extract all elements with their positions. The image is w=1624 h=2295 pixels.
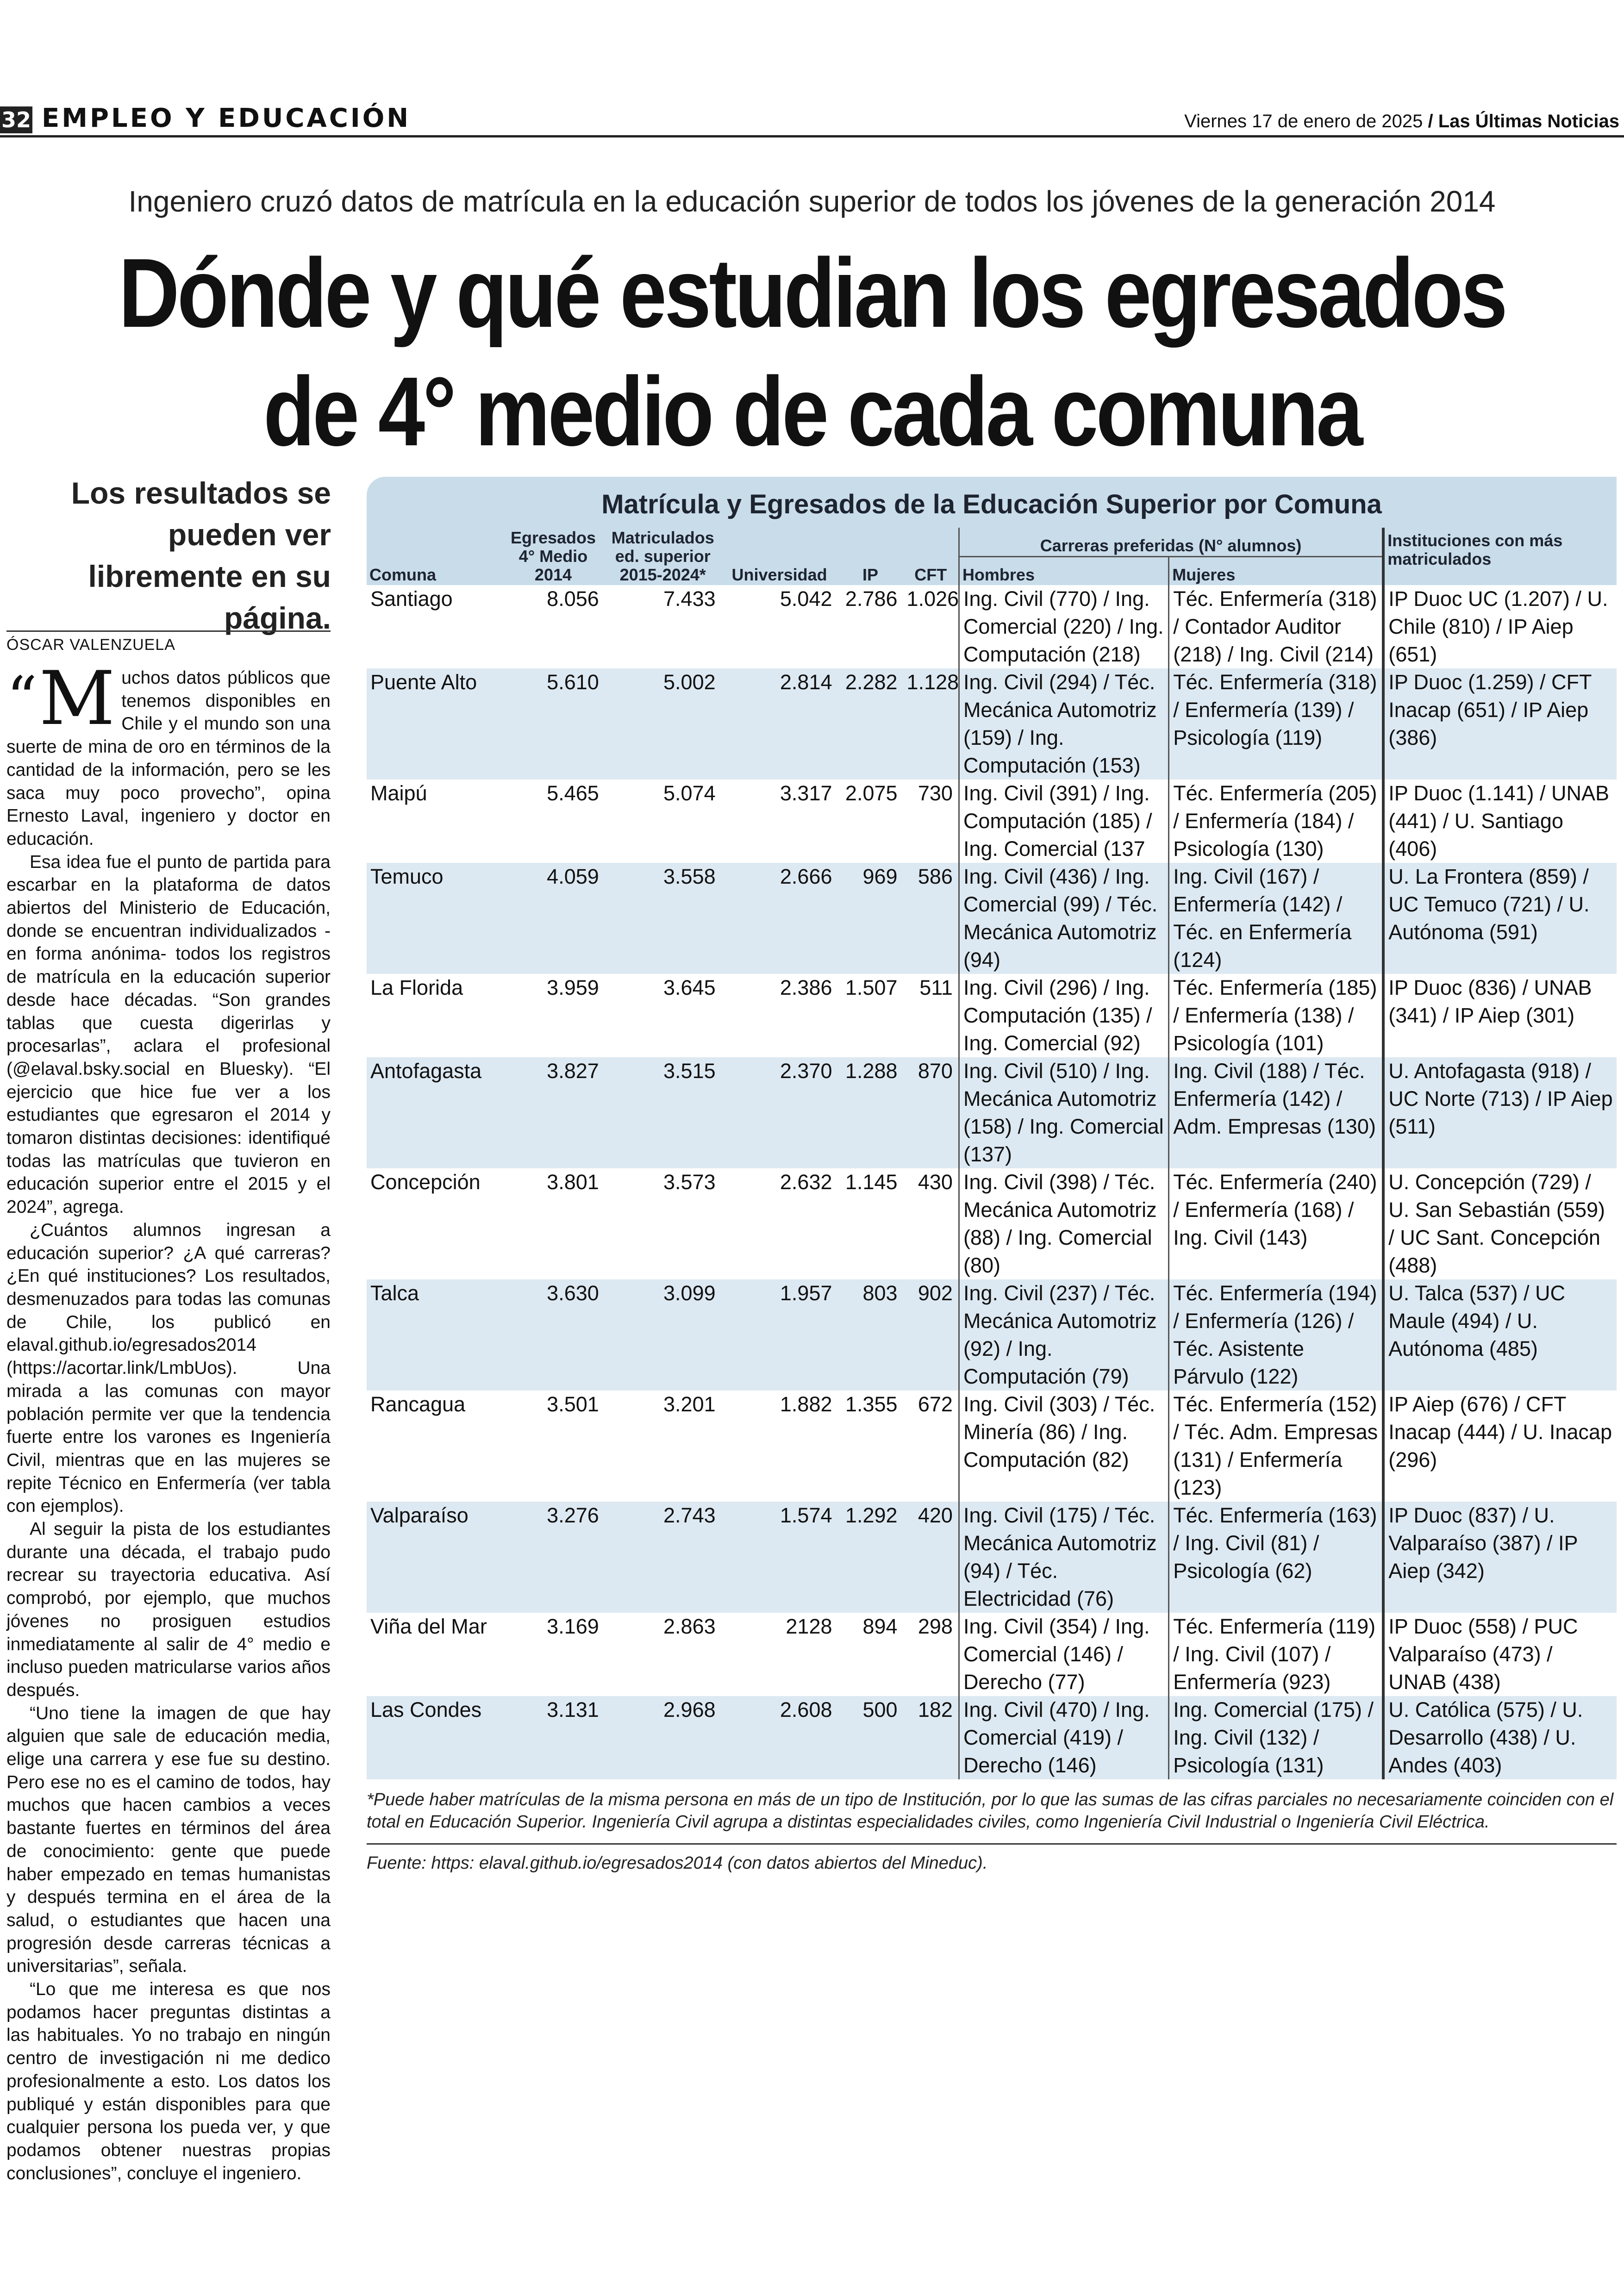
- header-hombres: Hombres: [959, 556, 1168, 585]
- article-body: [6, 655, 331, 2185]
- cell-universidad: 5.042: [780, 587, 832, 611]
- cell-hombres: Ing. Civil (296) / Ing. Computación (135) / Ing. Comercial (92): [959, 974, 1168, 1057]
- cell-hombres: Ing. Civil (237) / Téc. Mecánica Automotriz (92) / Ing. Computación (79): [959, 1279, 1168, 1391]
- cell-instituciones: IP Duoc (558) / PUC Valparaíso (473) / UNAB (438): [1383, 1613, 1617, 1696]
- headline-line-1: Dónde y qué estudian los egresados: [119, 238, 1505, 348]
- cell-mujeres: Téc. Enfermería (119) / Ing. Civil (107) / Enfermería (923): [1169, 1613, 1383, 1696]
- cell-cft: 420: [903, 1502, 959, 1613]
- paragraph: “Uno tiene la imagen de que hay alguien que sale de educación media, elige una carrera y ese fue su destino. Pero ese no es el camino de todos, hay muchos que hacen cambios a veces bastante fuertes en términos del área de conocimiento: gente que puede haber empezado en temas humanistas y después termina en el área de la salud, o estudiantes que hacen una progresión desde carreras técnicas a universitarias”, señala.: [6, 1703, 331, 1977]
- cell-comuna: Las Condes: [367, 1696, 502, 1779]
- cell-matriculados: 3.099: [605, 1279, 721, 1391]
- headline-line-2: de 4° medio de cada comuna: [263, 356, 1361, 466]
- cell-egresados: 5.610: [502, 668, 605, 780]
- cell-mujeres: Ing. Civil (188) / Téc. Enfermería (142) / Adm. Empresas (130): [1169, 1057, 1383, 1168]
- cell-hombres: Ing. Civil (770) / Ing. Comercial (220) / Ing. Computación (218): [959, 585, 1168, 668]
- cell-comuna: Viña del Mar: [370, 1615, 487, 1638]
- table-row: [367, 1168, 1617, 1279]
- cell-comuna: Talca: [367, 1279, 502, 1391]
- cell-instituciones: U. Concepción (729) / U. San Sebastián (559) / UC Sant. Concepción (488): [1383, 1168, 1617, 1279]
- page-header: [0, 103, 1624, 137]
- cell-ip: 1.355: [845, 1392, 898, 1416]
- drop-cap: [6, 655, 115, 742]
- cell-mujeres: Téc. Enfermería (240) / Enfermería (168) / Ing. Civil (143): [1169, 1168, 1383, 1279]
- cell-cft: 672: [918, 1392, 953, 1416]
- header-mujeres: Mujeres: [1169, 556, 1383, 585]
- cell-cft: 870: [903, 1057, 959, 1168]
- cell-egresados: 3.801: [547, 1170, 599, 1194]
- cell-egresados: 3.501: [547, 1392, 599, 1416]
- cell-hombres: Ing. Civil (175) / Téc. Mecánica Automotriz (94) / Téc. Electricidad (76): [959, 1502, 1168, 1613]
- cell-cft: 586: [903, 863, 959, 974]
- table-row: [367, 1279, 1617, 1391]
- cell-ip: 500: [838, 1696, 903, 1779]
- cell-matriculados: 5.074: [663, 781, 716, 805]
- cell-universidad: 1.574: [721, 1502, 838, 1613]
- cell-egresados: 3.630: [502, 1279, 605, 1391]
- byline: ÓSCAR VALENZUELA: [6, 630, 331, 655]
- table-title: Matrícula y Egresados de la Educación Superior por Comuna: [367, 477, 1617, 528]
- header-cft: CFT: [903, 528, 959, 585]
- drop-cap-letter: M: [39, 655, 115, 742]
- cell-ip: 1.292: [838, 1502, 903, 1613]
- cell-mujeres: Téc. Enfermería (163) / Ing. Civil (81) / Psicología (62): [1169, 1502, 1383, 1613]
- cell-comuna: Rancagua: [370, 1392, 466, 1416]
- cell-instituciones: IP Duoc (1.259) / CFT Inacap (651) / IP Aiep (386): [1383, 668, 1617, 780]
- article-deck: Los resultados se pueden ver libremente en su página.: [71, 476, 331, 635]
- cell-universidad: 1.882: [780, 1392, 832, 1416]
- header-comuna: Comuna: [367, 528, 502, 585]
- cell-ip: 2.282: [838, 668, 903, 780]
- cell-cft: 182: [903, 1696, 959, 1779]
- cell-comuna: Concepción: [370, 1170, 481, 1194]
- paragraph-1: [6, 655, 331, 851]
- cell-hombres: Ing. Civil (303) / Téc. Minería (86) / Ing. Computación (82): [959, 1391, 1168, 1502]
- cell-universidad: 2128: [786, 1615, 832, 1638]
- cell-ip: 1.145: [845, 1170, 898, 1194]
- paragraph: ¿Cuántos alumnos ingresan a educación superior? ¿A qué carreras? ¿En qué instituciones? Los resultados, desmenuzados para todas las comunas de Chile, los publicó en elaval.github.io/egresados2014 (https://acortar.link/LmbUos). Una mirada a las comunas con mayor población permite ver que la tendencia fuerte entre los varones es Ingeniería Civil, mientras que en las mujeres se repite Técnico en Enfermería (ver tabla con ejemplos).: [6, 1220, 331, 1516]
- data-table: [367, 528, 1617, 1779]
- cell-comuna: Valparaíso: [367, 1502, 502, 1613]
- table-row: [367, 668, 1617, 780]
- table-row: [367, 1057, 1617, 1168]
- table-row: [367, 780, 1617, 863]
- cell-matriculados: 2.743: [605, 1502, 721, 1613]
- cell-comuna: Maipú: [370, 781, 427, 805]
- cell-mujeres: Téc. Enfermería (205) / Enfermería (184) / Psicología (130): [1169, 780, 1383, 863]
- header-egresados: Egresados 4° Medio 2014: [502, 528, 605, 585]
- cell-egresados: 3.169: [547, 1615, 599, 1638]
- cell-ip: 803: [838, 1279, 903, 1391]
- cell-mujeres: Ing. Civil (167) / Enfermería (142) / Téc. en Enfermería (124): [1169, 863, 1383, 974]
- cell-matriculados: 3.645: [663, 976, 716, 999]
- cell-comuna: La Florida: [370, 976, 463, 999]
- table-row: [367, 1502, 1617, 1613]
- table-header-row: [367, 528, 1617, 556]
- section-title: EMPLEO Y EDUCACIÓN: [42, 103, 411, 133]
- cell-ip: 1.507: [845, 976, 898, 999]
- paragraph: “Lo que me interesa es que nos podamos hacer preguntas distintas a las habituales. Yo no trabajo en ningún centro de investigación ni me dedico profesionalmente a esto. Los datos los publiqué y están disponibles para que cualquier persona los pueda ver, y que podamos obtener nuestras propias conclusiones”, concluye el ingeniero.: [6, 1979, 331, 2183]
- cell-comuna: Temuco: [367, 863, 502, 974]
- table-row: [367, 1696, 1617, 1779]
- cell-comuna: Puente Alto: [367, 668, 502, 780]
- cell-cft: 1.128: [903, 668, 959, 780]
- cell-instituciones: IP Duoc UC (1.207) / U. Chile (810) / IP Aiep (651): [1383, 585, 1617, 668]
- cell-matriculados: 3.558: [605, 863, 721, 974]
- table-row: [367, 585, 1617, 668]
- cell-egresados: 5.465: [547, 781, 599, 805]
- cell-comuna: Antofagasta: [367, 1057, 502, 1168]
- cell-ip: 894: [862, 1615, 898, 1638]
- header-carreras: Carreras preferidas (N° alumnos): [959, 528, 1383, 556]
- cell-cft: 730: [918, 781, 953, 805]
- cell-hombres: Ing. Civil (354) / Ing. Comercial (146) / Derecho (77): [959, 1613, 1168, 1696]
- cell-cft: 902: [903, 1279, 959, 1391]
- cell-cft: 430: [918, 1170, 953, 1194]
- cell-egresados: 3.959: [547, 976, 599, 999]
- cell-instituciones: U. Antofagasta (918) / UC Norte (713) / IP Aiep (511): [1383, 1057, 1617, 1168]
- cell-mujeres: Téc. Enfermería (185) / Enfermería (138) / Psicología (101): [1169, 974, 1383, 1057]
- page-number: 32: [0, 106, 32, 133]
- table-row: [367, 1613, 1617, 1696]
- cell-universidad: 1.957: [721, 1279, 838, 1391]
- cell-matriculados: 5.002: [605, 668, 721, 780]
- cell-universidad: 2.666: [721, 863, 838, 974]
- cell-hombres: Ing. Civil (470) / Ing. Comercial (419) / Derecho (146): [959, 1696, 1168, 1779]
- cell-universidad: 2.814: [721, 668, 838, 780]
- dateline: [1184, 108, 1619, 134]
- table-body: [367, 585, 1617, 1779]
- table-row: [367, 1391, 1617, 1502]
- cell-comuna: Santiago: [370, 587, 453, 611]
- paragraph-1-text: uchos datos públicos que tenemos disponibles en Chile y el mundo son una suerte de mina de oro en términos de la cantidad de la información, pero se les saca muy poco provecho”, opina Ernesto Laval, ingeniero y doctor en educación.: [6, 668, 331, 849]
- data-table-box: [367, 477, 1617, 1874]
- cell-ip: 1.288: [838, 1057, 903, 1168]
- publication-name: Las Últimas Noticias: [1438, 111, 1619, 131]
- cell-cft: 298: [918, 1615, 953, 1638]
- paragraph: Esa idea fue el punto de partida para escarbar en la plataforma de datos abiertos del Ministerio de Educación, donde se encuentran individualizados -en forma anónima- todos los registros de matrícula en la educación superior desde hace décadas. “Son grandes tablas que cuesta digerirlas y procesarlas”, aclara el profesional (@elaval.bsky.social en Bluesky). “El ejercicio que hice fue ver a los estudiantes que egresaron el 2014 y tomaron distintas decisiones: identifiqué todas las matrículas que tuvieron en educación superior entre el 2015 y el 2024”, agrega.: [6, 852, 331, 1217]
- header-ip: IP: [838, 528, 903, 585]
- cell-matriculados: 3.515: [605, 1057, 721, 1168]
- cell-ip: 969: [838, 863, 903, 974]
- cell-egresados: 3.827: [502, 1057, 605, 1168]
- cell-instituciones: IP Duoc (837) / U. Valparaíso (387) / IP Aiep (342): [1383, 1502, 1617, 1613]
- table-footnote: *Puede haber matrículas de la misma persona en más de un tipo de Institución, por lo que las sumas de las cifras parciales no necesariamente coinciden con el total en Educación Superior. Ingeniería Civil agrupa a distintas especialidades civiles, como Ingeniería Civil Industrial o Ingeniería Civil Eléctrica.: [367, 1790, 1614, 1832]
- cell-universidad: 2.632: [780, 1170, 832, 1194]
- table-row: [367, 974, 1617, 1057]
- cell-hombres: Ing. Civil (294) / Téc. Mecánica Automotriz (159) / Ing. Computación (153): [959, 668, 1168, 780]
- cell-mujeres: Téc. Enfermería (194) / Enfermería (126) / Téc. Asistente Párvulo (122): [1169, 1279, 1383, 1391]
- cell-hombres: Ing. Civil (510) / Ing. Mecánica Automotriz (158) / Ing. Comercial (137): [959, 1057, 1168, 1168]
- cell-matriculados: 3.201: [663, 1392, 716, 1416]
- cell-instituciones: IP Duoc (1.141) / UNAB (441) / U. Santiago (406): [1383, 780, 1617, 863]
- cell-matriculados: 2.863: [663, 1615, 716, 1638]
- issue-date: Viernes 17 de enero de 2025: [1184, 111, 1423, 131]
- cell-universidad: 3.317: [780, 781, 832, 805]
- cell-hombres: Ing. Civil (398) / Téc. Mecánica Automotriz (88) / Ing. Comercial (80): [959, 1168, 1168, 1279]
- cell-instituciones: U. Católica (575) / U. Desarrollo (438) / U. Andes (403): [1383, 1696, 1617, 1779]
- cell-instituciones: IP Aiep (676) / CFT Inacap (444) / U. Inacap (296): [1383, 1391, 1617, 1502]
- cell-hombres: Ing. Civil (391) / Ing. Computación (185) / Ing. Comercial (137: [959, 780, 1168, 863]
- header-universidad: Universidad: [721, 528, 838, 585]
- article-headline: [114, 234, 1511, 471]
- cell-universidad: 2.386: [780, 976, 832, 999]
- article-kicker: Ingeniero cruzó datos de matrícula en la educación superior de todos los jóvenes de la generación 2014: [128, 185, 1496, 218]
- cell-cft: 1.026: [906, 587, 959, 611]
- table-row: [367, 863, 1617, 974]
- cell-instituciones: U. Talca (537) / UC Maule (494) / U. Autónoma (485): [1383, 1279, 1617, 1391]
- table-source: Fuente: https: elaval.github.io/egresados2014 (con datos abiertos del Mineduc).: [367, 1843, 1617, 1874]
- cell-matriculados: 3.573: [663, 1170, 716, 1194]
- cell-mujeres: Ing. Comercial (175) / Ing. Civil (132) / Psicología (131): [1169, 1696, 1383, 1779]
- cell-instituciones: U. La Frontera (859) / UC Temuco (721) / U. Autónoma (591): [1383, 863, 1617, 974]
- cell-ip: 2.075: [845, 781, 898, 805]
- header-matriculados: Matriculados ed. superior 2015-2024*: [605, 528, 721, 585]
- cell-universidad: 2.608: [721, 1696, 838, 1779]
- cell-mujeres: Téc. Enfermería (318) / Contador Auditor (218) / Ing. Civil (214): [1169, 585, 1383, 668]
- cell-egresados: 8.056: [547, 587, 599, 611]
- cell-egresados: 3.276: [502, 1502, 605, 1613]
- header-instituciones: Instituciones con más matriculados: [1383, 528, 1617, 585]
- cell-matriculados: 2.968: [605, 1696, 721, 1779]
- cell-egresados: 4.059: [502, 863, 605, 974]
- cell-egresados: 3.131: [502, 1696, 605, 1779]
- cell-matriculados: 7.433: [663, 587, 716, 611]
- cell-instituciones: IP Duoc (836) / UNAB (341) / IP Aiep (301): [1383, 974, 1617, 1057]
- cell-ip: 2.786: [845, 587, 898, 611]
- cell-mujeres: Téc. Enfermería (318) / Enfermería (139) / Psicología (119): [1169, 668, 1383, 780]
- paragraph: Al seguir la pista de los estudiantes durante una década, el trabajo pudo recrear su trayectoria educativa. Así comprobó, por ejemplo, que muchos jóvenes no prosiguen estudios inmediatamente al salir de 4° medio e incluso pueden matricularse varios años después.: [6, 1519, 331, 1700]
- cell-mujeres: Téc. Enfermería (152) / Téc. Adm. Empresas (131) / Enfermería (123): [1169, 1391, 1383, 1502]
- drop-cap-quote: “: [6, 663, 37, 734]
- cell-universidad: 2.370: [721, 1057, 838, 1168]
- cell-hombres: Ing. Civil (436) / Ing. Comercial (99) / Téc. Mecánica Automotriz (94): [959, 863, 1168, 974]
- cell-cft: 511: [919, 976, 953, 999]
- dateline-separator: /: [1428, 111, 1433, 131]
